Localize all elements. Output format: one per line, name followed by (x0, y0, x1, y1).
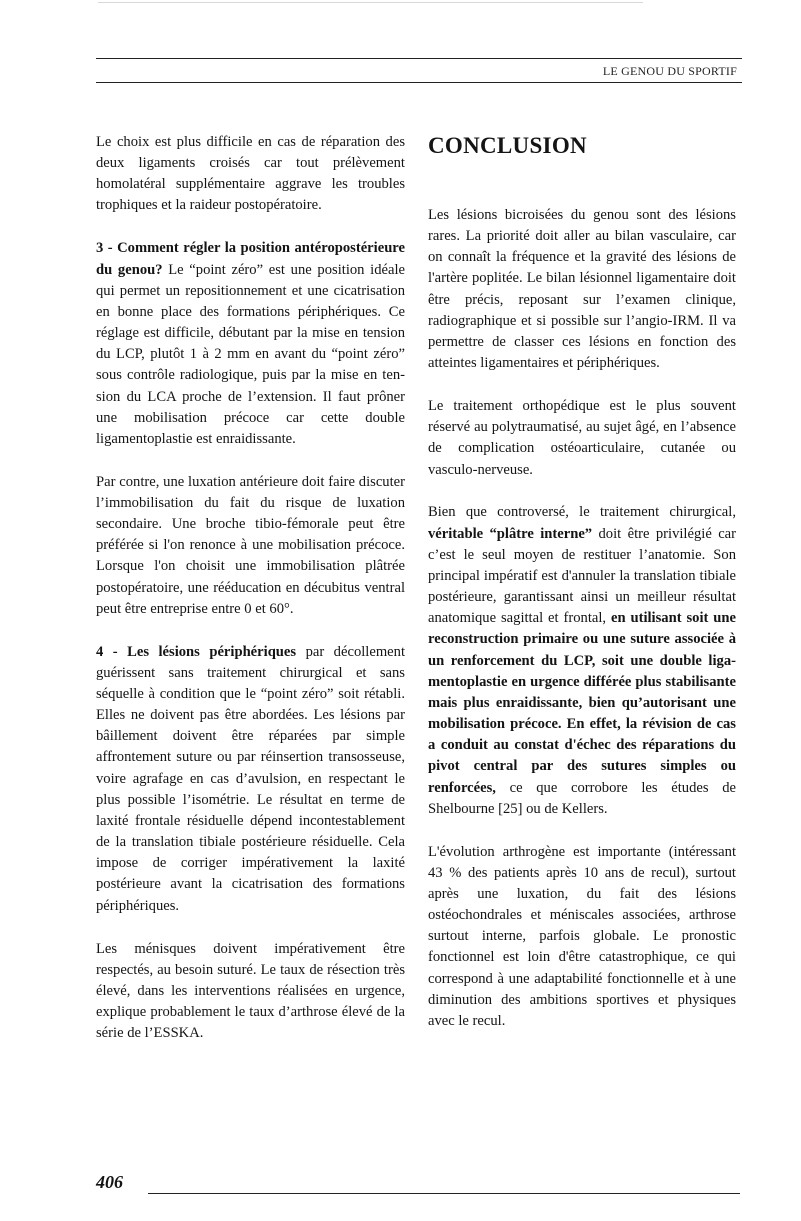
footer-rule (148, 1193, 740, 1194)
paragraph-text: Le “point zéro” est une position idéale qui permet un repositionnement et une cicatrisation en bonne place des formations périphériques. Ce réglage est difficile, débutant par la mise en tension du LCP, plutôt 1 à 2 mm en avant du “point zéro” sous contrôle radiologique, puis par la mise en tension du LCA proche de l’extension. Il faut prôner une mobilisation précoce car cette double ligamentoplastie est enraidissante. (96, 261, 405, 447)
paragraph: Le traitement orthopédique est le plus souvent réservé au polytraumatisé, au sujet âgé, en l’absence de complication ostéoarticulaire, cutanée ou vasculo-nerveuse. (428, 398, 736, 478)
paragraph-text: doit être privilégié car c’est le seul moyen de restituer l’anatomie. Son principal impératif est d'annuler la translation tibiale postérieure, garantissant ainsi un meilleur résultat anatomique sagittal et frontal, (428, 525, 737, 627)
paragraph-text: Bien que controversé, le traitement chirurgical, (428, 504, 736, 521)
header-rule-bottom (96, 82, 742, 83)
paragraph-lead: 3 - Comment régler la position antéropostérieure du genou? (96, 240, 405, 278)
paragraph (96, 642, 405, 917)
running-head: LE GENOU DU SPORTIF (602, 64, 737, 78)
header-rule-top (96, 58, 742, 59)
paragraph: Par contre, une luxation antérieure doit faire discuter l’immobilisation du fait du risque de luxation secondaire. Une broche tibio-fémorale peut être préférée si l'on renonce à une mobilisation précoce. Lorsque l'on choisit une immobilisation plâtrée postopératoire, une rééducation en décubitus ventral peut être entreprise entre 0 et 60°. (96, 473, 405, 617)
section-heading: CONCLUSION (428, 133, 587, 158)
top-edge-rule (98, 2, 643, 3)
paragraph-text: par décollement guérissent sans traitement chirurgical et sans séquelle à condition que le “point zéro” soit rétabli. Elles ne doivent pas être abordées. Les lésions par bâillement doivent être réparées par simple affrontement suture ou par réinsertion transosseuse, voire agrafage en cas d’avulsion, en respectant le plus possible l’isométrie. Le résultat en terme de laxité frontale résiduelle dépend incontestablement de la translation tibiale postérieure résiduelle. Cela impose de corriger impérativement la laxité postérieure avant la cicatrisation des formations périphériques. (96, 643, 406, 914)
emphasis: véritable “plâtre interne” (428, 525, 593, 542)
paragraph: Le choix est plus difficile en cas de réparation des deux ligaments croisés car tout prélèvement homolatéral supplémentaire aggrave les troubles trophiques et la raideur postopératoire. (96, 134, 405, 214)
paragraph: Les ménisques doivent impérativement être respectés, au besoin suturé. Le taux de résection très élevé, dans les interventions réalisées en urgence, explique probablement le taux d’arthrose élevé de la série de l’ESSKA. (96, 940, 405, 1042)
paragraph: L'évolution arthrogène est importante (intéressant 43 % des patients après 10 ans de recul), surtout après une luxation, du fait des lésions ostéochondrales et méniscales associées, arthrose surtout interne, parfois globale. Le pronostic fonctionnel est loin d'être catastrophique, ce qui correspond à une adaptabilité fonctionnelle et à une diminution des ambitions sportives et physiques avec le recul. (428, 843, 736, 1029)
right-column (428, 132, 736, 1054)
left-column (96, 132, 405, 1066)
paragraph (96, 238, 405, 450)
emphasis: en utilisant soit une reconstruction primaire ou une suture associée à un renforcement du LCP, soit une double ligamentoplastie en urgence différée plus stabilisante mais plus enraidissante, bien qu’autorisant une mobilisation précoce. En effet, la révision de cas a conduit au constat d'échec des réparations du pivot central par des sutures simples ou renforcées, (428, 610, 736, 796)
paragraph (428, 502, 736, 819)
page-number: 406 (96, 1172, 123, 1192)
paragraph: Les lésions bicroisées du genou sont des lésions rares. La priorité doit aller au bilan vasculaire, car on connaît la fréquence et la gravité des lésions de l'artère poplitée. Le bilan lésionnel ligamentaire doit être précis, reposant sur l’examen clinique, radiographique et si possible sur l’angio-IRM. Il va permettre de classer ces lésions en fonction des atteintes ligamentaires et périphériques. (428, 207, 736, 372)
paragraph-text: ce que corrobore les études de Shelbourne [25] ou de Kellers. (428, 779, 736, 817)
paragraph-lead: 4 - Les lésions périphériques (96, 643, 297, 660)
